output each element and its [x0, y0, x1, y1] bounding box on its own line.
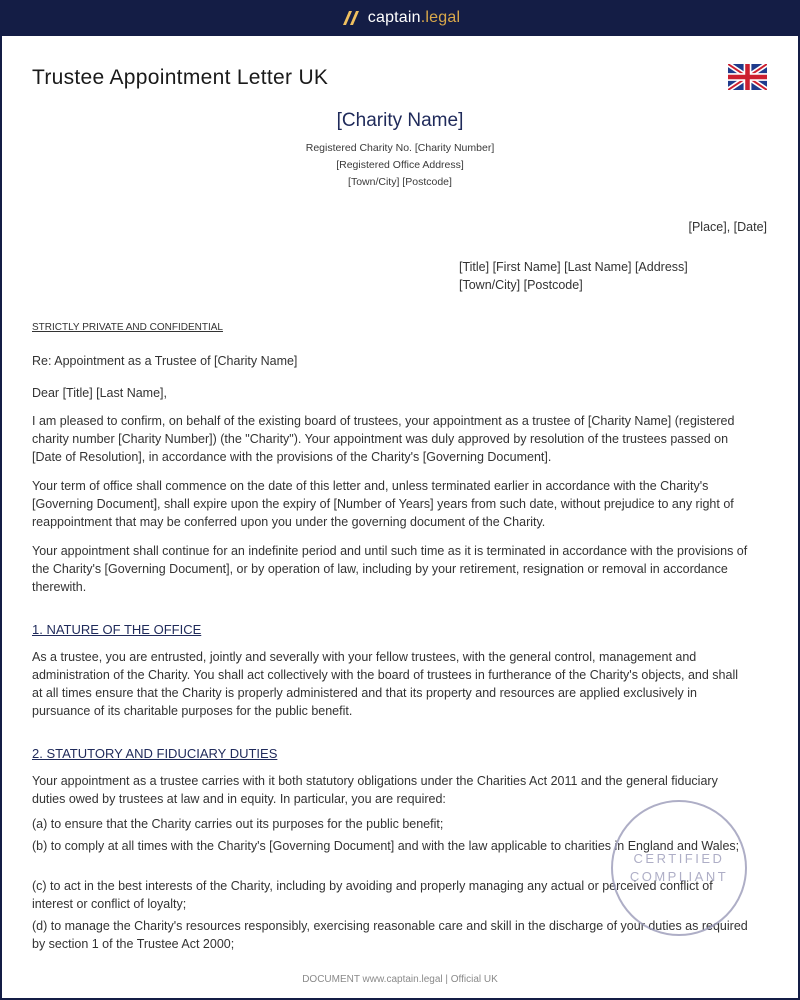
page-footer: DOCUMENT www.captain.legal | Official UK — [302, 974, 498, 985]
duty-c: (c) to act in the best interests of the Charity, including by avoiding and properly managing any actual or perceived conflict of interest or conflict of loyalty; — [32, 879, 713, 911]
section-2-intro: Your appointment as a trustee carries with it both statutory obligations under the Charities Act 2011 and the general fiduciary duties owed by trustees at law and in equity. In particular, you are required: — [32, 774, 718, 806]
charity-header — [2, 110, 798, 191]
town-postcode: [Town/City] [Postcode] — [348, 176, 452, 188]
duty-d: (d) to manage the Charity's resources responsibly, exercising reasonable care and skill in the discharge of your duties as required by section 1 of the Trustee Act 2000; — [32, 919, 748, 951]
charity-name: [Charity Name] — [336, 110, 464, 131]
duty-a: (a) to ensure that the Charity carries out its purposes for the public benefit; — [32, 817, 444, 831]
salutation: Dear [Title] [Last Name], — [32, 386, 167, 400]
recipient-line-2: [Town/City] [Postcode] — [459, 278, 583, 292]
brand-suffix: .legal — [420, 9, 461, 26]
logo-icon — [340, 10, 360, 26]
recipient-line-1: [Title] [First Name] [Last Name] [Address] — [459, 260, 688, 274]
confidential-label: STRICTLY PRIVATE AND CONFIDENTIAL — [32, 322, 223, 333]
certified-compliant-stamp — [611, 800, 747, 936]
document-page — [2, 36, 798, 998]
place-date: [Place], [Date] — [688, 220, 767, 234]
paragraph-2: Your term of office shall commence on the date of this letter and, unless terminated earlier in accordance with the Charity's [Governing Document], shall expire upon the expiry of [Number of Years] years from such date, without prejudice to any right of reappointment that may be conferred upon you under the governing document of the Charity. — [32, 479, 734, 529]
section-1-heading: 1. NATURE OF THE OFFICE — [32, 622, 202, 637]
brand-logo[interactable] — [340, 9, 460, 27]
paragraph-1: I am pleased to confirm, on behalf of the existing board of trustees, your appointment as a trustee of [Charity Name] (registered charity number [Charity Number]) (the "Charity"). Your appointment was duly approved by resolution of the trustees passed on [Date of Resolution], in accordance with the provisions of the Charity's [Governing Document]. — [32, 414, 735, 464]
section-2-heading: 2. STATUTORY AND FIDUCIARY DUTIES — [32, 746, 278, 761]
recipient-address — [459, 258, 688, 294]
section-1-text: As a trustee, you are entrusted, jointly and severally with your fellow trustees, with the general control, management and administration of the Charity. You shall act collectively with the board of trustees in furtherance of the Charity's objects, and shall at all times ensure that the Charity is properly administered and that its property and resources are applied exclusively in pursuance of its charitable purposes for the public benefit. — [32, 650, 738, 718]
document-title: Trustee Appointment Letter UK — [32, 66, 329, 89]
uk-flag-icon — [728, 64, 767, 90]
stamp-line-1: CERTIFIED — [633, 851, 725, 866]
registered-number: Registered Charity No. [Charity Number] — [305, 142, 495, 154]
stamp-line-2: COMPLIANT — [629, 869, 729, 884]
subject-line: Re: Appointment as a Trustee of [Charity Name] — [32, 354, 298, 368]
brand-name: captain — [367, 9, 421, 26]
top-bar — [0, 0, 800, 36]
duty-b: (b) to comply at all times with the Charity's [Governing Document] and with the law applicable to charities in England and Wales; — [32, 839, 740, 853]
paragraph-3: Your appointment shall continue for an indefinite period and until such time as it is terminated in accordance with the provisions of the Charity's [Governing Document], or by operation of law, including by your retirement, resignation or removal in accordance therewith. — [32, 544, 748, 594]
office-address: [Registered Office Address] — [336, 159, 464, 171]
